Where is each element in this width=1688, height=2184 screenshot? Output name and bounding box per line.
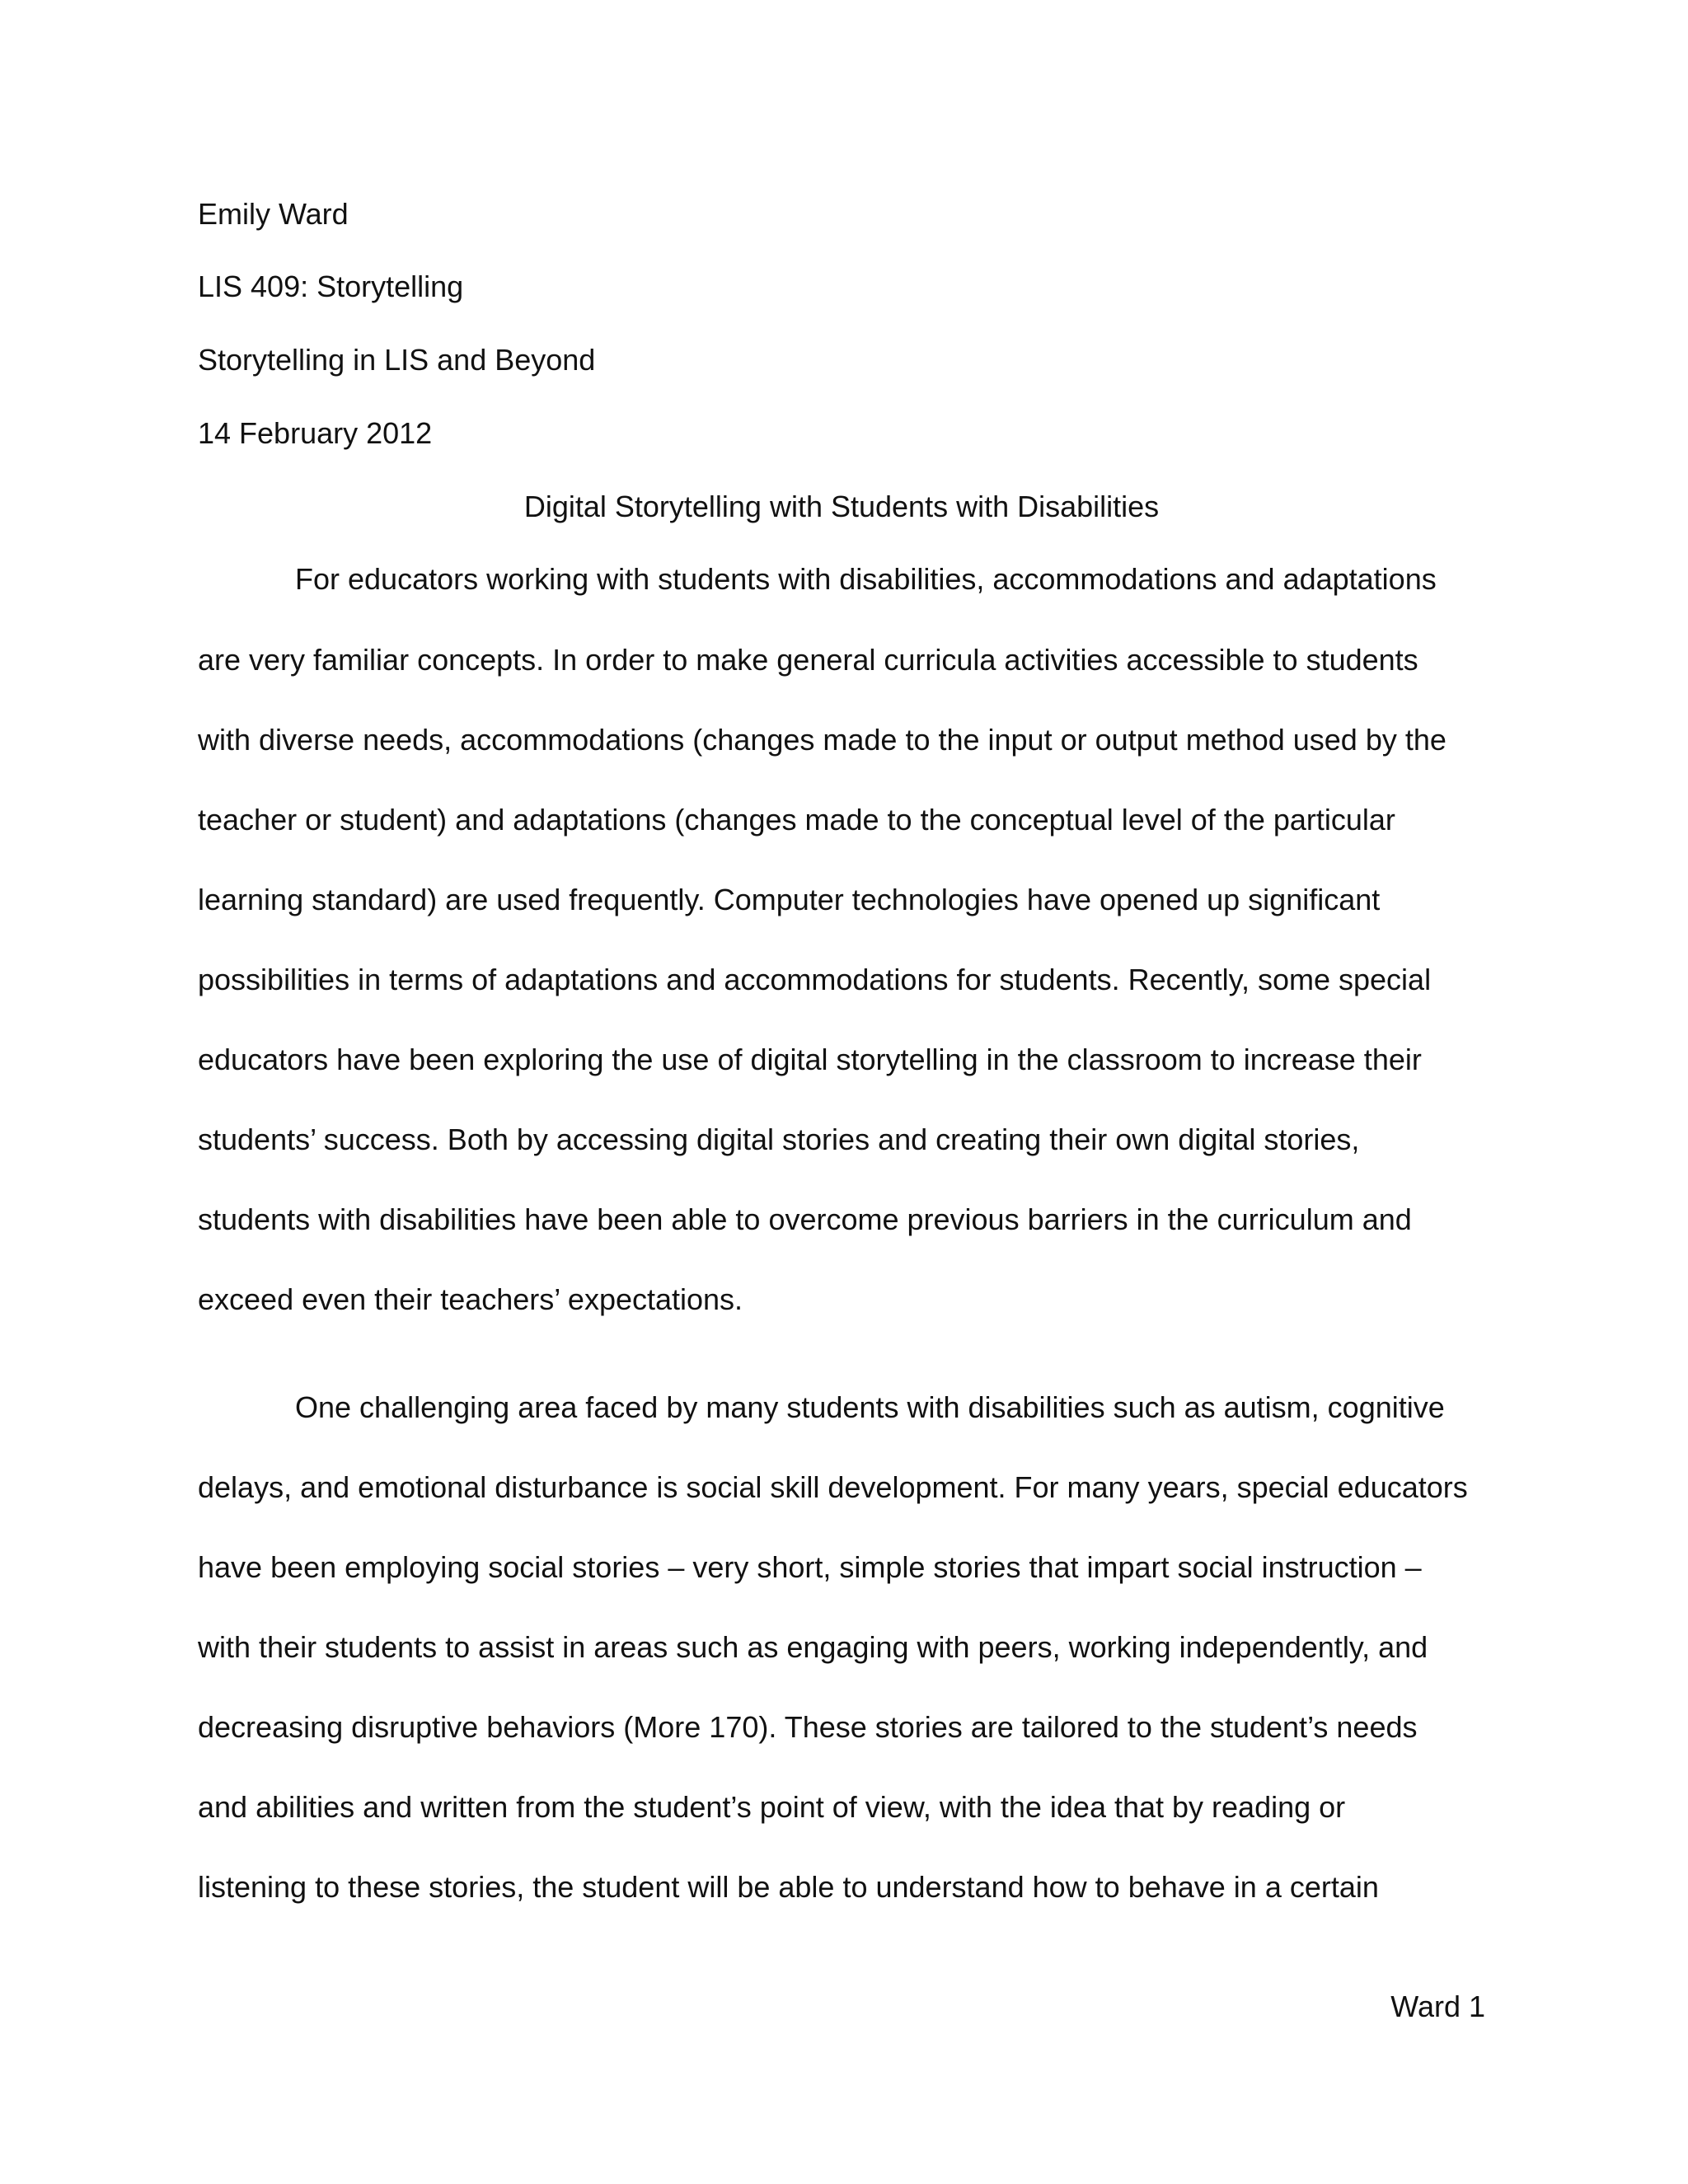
paragraph-line: with diverse needs, accommodations (changes made to the input or output method used by the bbox=[198, 723, 1447, 757]
paragraph-line: listening to these stories, the student will be able to understand how to behave in a certain bbox=[198, 1870, 1379, 1904]
author-name: Emily Ward bbox=[198, 197, 349, 231]
paragraph-line: educators have been exploring the use of digital storytelling in the classroom to increase their bbox=[198, 1043, 1422, 1076]
course-name: LIS 409: Storytelling bbox=[198, 269, 464, 303]
paragraph-line: students’ success. Both by accessing digital stories and creating their own digital stories, bbox=[198, 1122, 1360, 1156]
assignment-name: Storytelling in LIS and Beyond bbox=[198, 343, 596, 377]
paragraph-line: students with disabilities have been able to overcome previous barriers in the curriculum and bbox=[198, 1202, 1412, 1236]
page-number: Ward 1 bbox=[1390, 1990, 1485, 2023]
paragraph-line: delays, and emotional disturbance is social skill development. For many years, special educators bbox=[198, 1470, 1468, 1504]
paragraph-line: and abilities and written from the student’s point of view, with the idea that by reading or bbox=[198, 1790, 1346, 1824]
paragraph-line: possibilities in terms of adaptations and accommodations for students. Recently, some special bbox=[198, 963, 1432, 996]
document-date: 14 February 2012 bbox=[198, 416, 433, 450]
paragraph-line: For educators working with students with disabilities, accommodations and adaptations bbox=[295, 562, 1437, 596]
document-title: Digital Storytelling with Students with Disabilities bbox=[523, 490, 1160, 523]
paragraph-line: learning standard) are used frequently. Computer technologies have opened up significant bbox=[198, 883, 1381, 916]
paragraph-line: are very familiar concepts. In order to make general curricula activities accessible to students bbox=[198, 643, 1418, 677]
paragraph-line: decreasing disruptive behaviors (More 170). These stories are tailored to the student’s needs bbox=[198, 1710, 1418, 1744]
paragraph-line: One challenging area faced by many students with disabilities such as autism, cognitive bbox=[295, 1390, 1445, 1424]
paragraph-line: have been employing social stories – very short, simple stories that impart social instruction – bbox=[198, 1550, 1422, 1584]
paragraph-line: exceed even their teachers’ expectations. bbox=[198, 1282, 743, 1316]
paragraph-line: with their students to assist in areas such as engaging with peers, working independently, and bbox=[198, 1630, 1428, 1664]
paragraph-line: teacher or student) and adaptations (changes made to the conceptual level of the particular bbox=[198, 803, 1395, 837]
